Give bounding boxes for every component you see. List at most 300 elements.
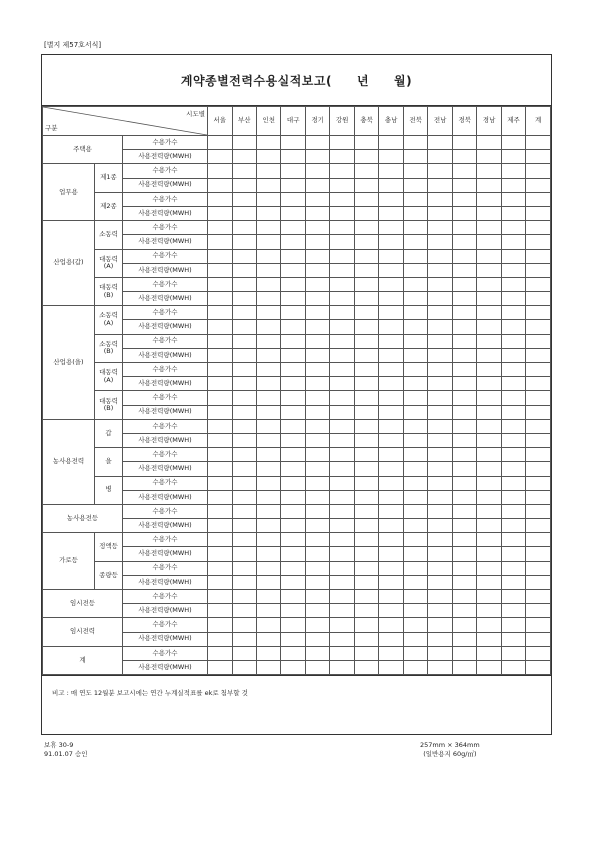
data-cell[interactable] — [477, 150, 501, 164]
data-cell[interactable] — [428, 533, 452, 547]
data-cell[interactable] — [501, 277, 525, 291]
data-cell[interactable] — [256, 235, 280, 249]
data-cell[interactable] — [379, 533, 403, 547]
data-cell[interactable] — [208, 561, 232, 575]
data-cell[interactable] — [281, 604, 305, 618]
data-cell[interactable] — [477, 575, 501, 589]
data-cell[interactable] — [428, 377, 452, 391]
data-cell[interactable] — [305, 263, 329, 277]
data-cell[interactable] — [354, 448, 378, 462]
data-cell[interactable] — [477, 405, 501, 419]
data-cell[interactable] — [452, 334, 476, 348]
data-cell[interactable] — [354, 476, 378, 490]
data-cell[interactable] — [501, 575, 525, 589]
data-cell[interactable] — [526, 192, 551, 206]
data-cell[interactable] — [379, 178, 403, 192]
data-cell[interactable] — [256, 334, 280, 348]
data-cell[interactable] — [501, 433, 525, 447]
data-cell[interactable] — [379, 476, 403, 490]
data-cell[interactable] — [477, 590, 501, 604]
data-cell[interactable] — [452, 150, 476, 164]
data-cell[interactable] — [403, 533, 427, 547]
data-cell[interactable] — [379, 277, 403, 291]
data-cell[interactable] — [232, 192, 256, 206]
data-cell[interactable] — [452, 377, 476, 391]
data-cell[interactable] — [526, 448, 551, 462]
data-cell[interactable] — [379, 192, 403, 206]
data-cell[interactable] — [452, 561, 476, 575]
data-cell[interactable] — [330, 476, 354, 490]
data-cell[interactable] — [501, 660, 525, 674]
data-cell[interactable] — [305, 590, 329, 604]
data-cell[interactable] — [232, 363, 256, 377]
data-cell[interactable] — [330, 391, 354, 405]
data-cell[interactable] — [354, 646, 378, 660]
data-cell[interactable] — [354, 391, 378, 405]
data-cell[interactable] — [354, 547, 378, 561]
data-cell[interactable] — [330, 320, 354, 334]
data-cell[interactable] — [452, 433, 476, 447]
data-cell[interactable] — [379, 206, 403, 220]
data-cell[interactable] — [526, 263, 551, 277]
data-cell[interactable] — [232, 476, 256, 490]
data-cell[interactable] — [526, 660, 551, 674]
data-cell[interactable] — [428, 561, 452, 575]
data-cell[interactable] — [403, 263, 427, 277]
data-cell[interactable] — [526, 391, 551, 405]
data-cell[interactable] — [403, 490, 427, 504]
data-cell[interactable] — [379, 164, 403, 178]
data-cell[interactable] — [208, 363, 232, 377]
data-cell[interactable] — [281, 660, 305, 674]
data-cell[interactable] — [281, 334, 305, 348]
data-cell[interactable] — [501, 632, 525, 646]
data-cell[interactable] — [354, 561, 378, 575]
data-cell[interactable] — [208, 292, 232, 306]
data-cell[interactable] — [452, 547, 476, 561]
data-cell[interactable] — [354, 192, 378, 206]
data-cell[interactable] — [281, 249, 305, 263]
data-cell[interactable] — [379, 433, 403, 447]
data-cell[interactable] — [330, 348, 354, 362]
data-cell[interactable] — [403, 334, 427, 348]
data-cell[interactable] — [281, 448, 305, 462]
data-cell[interactable] — [305, 306, 329, 320]
data-cell[interactable] — [477, 263, 501, 277]
data-cell[interactable] — [305, 476, 329, 490]
data-cell[interactable] — [403, 136, 427, 150]
data-cell[interactable] — [501, 221, 525, 235]
data-cell[interactable] — [379, 221, 403, 235]
data-cell[interactable] — [281, 178, 305, 192]
data-cell[interactable] — [256, 632, 280, 646]
data-cell[interactable] — [354, 206, 378, 220]
data-cell[interactable] — [526, 348, 551, 362]
data-cell[interactable] — [501, 448, 525, 462]
data-cell[interactable] — [428, 221, 452, 235]
data-cell[interactable] — [477, 632, 501, 646]
data-cell[interactable] — [232, 547, 256, 561]
data-cell[interactable] — [452, 235, 476, 249]
data-cell[interactable] — [428, 405, 452, 419]
data-cell[interactable] — [501, 206, 525, 220]
data-cell[interactable] — [428, 547, 452, 561]
data-cell[interactable] — [501, 618, 525, 632]
data-cell[interactable] — [354, 504, 378, 518]
data-cell[interactable] — [526, 433, 551, 447]
data-cell[interactable] — [452, 277, 476, 291]
data-cell[interactable] — [428, 504, 452, 518]
data-cell[interactable] — [208, 192, 232, 206]
data-cell[interactable] — [305, 292, 329, 306]
data-cell[interactable] — [208, 632, 232, 646]
data-cell[interactable] — [403, 462, 427, 476]
data-cell[interactable] — [428, 164, 452, 178]
data-cell[interactable] — [281, 377, 305, 391]
data-cell[interactable] — [330, 277, 354, 291]
data-cell[interactable] — [354, 604, 378, 618]
data-cell[interactable] — [403, 519, 427, 533]
data-cell[interactable] — [208, 391, 232, 405]
data-cell[interactable] — [379, 660, 403, 674]
data-cell[interactable] — [354, 419, 378, 433]
data-cell[interactable] — [305, 249, 329, 263]
data-cell[interactable] — [428, 235, 452, 249]
data-cell[interactable] — [428, 263, 452, 277]
data-cell[interactable] — [428, 249, 452, 263]
data-cell[interactable] — [403, 476, 427, 490]
data-cell[interactable] — [526, 405, 551, 419]
data-cell[interactable] — [305, 660, 329, 674]
data-cell[interactable] — [477, 604, 501, 618]
data-cell[interactable] — [256, 519, 280, 533]
data-cell[interactable] — [330, 547, 354, 561]
data-cell[interactable] — [403, 164, 427, 178]
data-cell[interactable] — [330, 292, 354, 306]
data-cell[interactable] — [354, 533, 378, 547]
data-cell[interactable] — [477, 320, 501, 334]
data-cell[interactable] — [256, 490, 280, 504]
data-cell[interactable] — [305, 178, 329, 192]
data-cell[interactable] — [208, 348, 232, 362]
data-cell[interactable] — [330, 519, 354, 533]
data-cell[interactable] — [428, 277, 452, 291]
data-cell[interactable] — [477, 504, 501, 518]
data-cell[interactable] — [354, 519, 378, 533]
data-cell[interactable] — [232, 178, 256, 192]
data-cell[interactable] — [330, 192, 354, 206]
data-cell[interactable] — [452, 462, 476, 476]
data-cell[interactable] — [501, 519, 525, 533]
data-cell[interactable] — [256, 263, 280, 277]
data-cell[interactable] — [526, 533, 551, 547]
data-cell[interactable] — [305, 192, 329, 206]
data-cell[interactable] — [501, 490, 525, 504]
data-cell[interactable] — [379, 462, 403, 476]
data-cell[interactable] — [232, 348, 256, 362]
data-cell[interactable] — [256, 419, 280, 433]
data-cell[interactable] — [256, 547, 280, 561]
data-cell[interactable] — [452, 490, 476, 504]
data-cell[interactable] — [232, 136, 256, 150]
data-cell[interactable] — [526, 590, 551, 604]
data-cell[interactable] — [379, 363, 403, 377]
data-cell[interactable] — [403, 249, 427, 263]
data-cell[interactable] — [330, 235, 354, 249]
data-cell[interactable] — [379, 504, 403, 518]
data-cell[interactable] — [452, 604, 476, 618]
data-cell[interactable] — [281, 533, 305, 547]
data-cell[interactable] — [208, 476, 232, 490]
data-cell[interactable] — [305, 490, 329, 504]
data-cell[interactable] — [208, 320, 232, 334]
data-cell[interactable] — [428, 334, 452, 348]
data-cell[interactable] — [256, 504, 280, 518]
data-cell[interactable] — [452, 221, 476, 235]
data-cell[interactable] — [256, 476, 280, 490]
data-cell[interactable] — [526, 519, 551, 533]
data-cell[interactable] — [208, 533, 232, 547]
data-cell[interactable] — [477, 206, 501, 220]
data-cell[interactable] — [305, 334, 329, 348]
data-cell[interactable] — [452, 590, 476, 604]
data-cell[interactable] — [477, 646, 501, 660]
data-cell[interactable] — [428, 150, 452, 164]
data-cell[interactable] — [403, 561, 427, 575]
data-cell[interactable] — [477, 292, 501, 306]
data-cell[interactable] — [256, 646, 280, 660]
data-cell[interactable] — [330, 150, 354, 164]
data-cell[interactable] — [526, 363, 551, 377]
data-cell[interactable] — [208, 660, 232, 674]
data-cell[interactable] — [428, 462, 452, 476]
data-cell[interactable] — [305, 391, 329, 405]
data-cell[interactable] — [354, 490, 378, 504]
data-cell[interactable] — [379, 263, 403, 277]
data-cell[interactable] — [526, 235, 551, 249]
data-cell[interactable] — [208, 150, 232, 164]
data-cell[interactable] — [354, 249, 378, 263]
data-cell[interactable] — [379, 646, 403, 660]
data-cell[interactable] — [256, 618, 280, 632]
data-cell[interactable] — [232, 221, 256, 235]
data-cell[interactable] — [281, 561, 305, 575]
data-cell[interactable] — [330, 646, 354, 660]
data-cell[interactable] — [281, 136, 305, 150]
data-cell[interactable] — [403, 206, 427, 220]
data-cell[interactable] — [379, 561, 403, 575]
data-cell[interactable] — [379, 604, 403, 618]
data-cell[interactable] — [526, 504, 551, 518]
data-cell[interactable] — [232, 575, 256, 589]
data-cell[interactable] — [330, 618, 354, 632]
data-cell[interactable] — [305, 164, 329, 178]
data-cell[interactable] — [208, 136, 232, 150]
data-cell[interactable] — [428, 448, 452, 462]
data-cell[interactable] — [379, 590, 403, 604]
data-cell[interactable] — [208, 334, 232, 348]
data-cell[interactable] — [232, 490, 256, 504]
data-cell[interactable] — [232, 292, 256, 306]
data-cell[interactable] — [501, 348, 525, 362]
data-cell[interactable] — [330, 533, 354, 547]
data-cell[interactable] — [477, 660, 501, 674]
data-cell[interactable] — [281, 277, 305, 291]
data-cell[interactable] — [330, 462, 354, 476]
data-cell[interactable] — [281, 235, 305, 249]
data-cell[interactable] — [330, 178, 354, 192]
data-cell[interactable] — [281, 192, 305, 206]
data-cell[interactable] — [428, 136, 452, 150]
data-cell[interactable] — [452, 136, 476, 150]
data-cell[interactable] — [330, 490, 354, 504]
data-cell[interactable] — [281, 348, 305, 362]
data-cell[interactable] — [281, 632, 305, 646]
data-cell[interactable] — [208, 221, 232, 235]
data-cell[interactable] — [379, 292, 403, 306]
data-cell[interactable] — [256, 221, 280, 235]
data-cell[interactable] — [379, 618, 403, 632]
data-cell[interactable] — [452, 391, 476, 405]
data-cell[interactable] — [526, 221, 551, 235]
data-cell[interactable] — [232, 533, 256, 547]
data-cell[interactable] — [452, 660, 476, 674]
data-cell[interactable] — [208, 235, 232, 249]
data-cell[interactable] — [379, 519, 403, 533]
data-cell[interactable] — [501, 320, 525, 334]
data-cell[interactable] — [354, 263, 378, 277]
data-cell[interactable] — [379, 575, 403, 589]
data-cell[interactable] — [477, 348, 501, 362]
data-cell[interactable] — [379, 405, 403, 419]
data-cell[interactable] — [208, 277, 232, 291]
data-cell[interactable] — [501, 136, 525, 150]
data-cell[interactable] — [477, 547, 501, 561]
data-cell[interactable] — [330, 448, 354, 462]
data-cell[interactable] — [305, 561, 329, 575]
data-cell[interactable] — [281, 433, 305, 447]
data-cell[interactable] — [330, 249, 354, 263]
data-cell[interactable] — [354, 277, 378, 291]
data-cell[interactable] — [305, 533, 329, 547]
data-cell[interactable] — [305, 604, 329, 618]
data-cell[interactable] — [403, 419, 427, 433]
data-cell[interactable] — [232, 561, 256, 575]
data-cell[interactable] — [428, 476, 452, 490]
data-cell[interactable] — [232, 604, 256, 618]
data-cell[interactable] — [477, 178, 501, 192]
data-cell[interactable] — [281, 363, 305, 377]
data-cell[interactable] — [256, 192, 280, 206]
data-cell[interactable] — [232, 306, 256, 320]
data-cell[interactable] — [256, 348, 280, 362]
data-cell[interactable] — [403, 192, 427, 206]
data-cell[interactable] — [281, 206, 305, 220]
data-cell[interactable] — [501, 192, 525, 206]
data-cell[interactable] — [501, 476, 525, 490]
data-cell[interactable] — [428, 490, 452, 504]
data-cell[interactable] — [232, 263, 256, 277]
data-cell[interactable] — [256, 164, 280, 178]
data-cell[interactable] — [403, 292, 427, 306]
data-cell[interactable] — [526, 249, 551, 263]
data-cell[interactable] — [256, 277, 280, 291]
data-cell[interactable] — [403, 320, 427, 334]
data-cell[interactable] — [403, 405, 427, 419]
data-cell[interactable] — [403, 221, 427, 235]
data-cell[interactable] — [281, 547, 305, 561]
data-cell[interactable] — [477, 533, 501, 547]
data-cell[interactable] — [330, 561, 354, 575]
data-cell[interactable] — [330, 363, 354, 377]
data-cell[interactable] — [232, 646, 256, 660]
data-cell[interactable] — [477, 476, 501, 490]
data-cell[interactable] — [452, 164, 476, 178]
data-cell[interactable] — [232, 462, 256, 476]
data-cell[interactable] — [403, 618, 427, 632]
data-cell[interactable] — [501, 363, 525, 377]
data-cell[interactable] — [330, 164, 354, 178]
data-cell[interactable] — [208, 419, 232, 433]
data-cell[interactable] — [281, 164, 305, 178]
data-cell[interactable] — [526, 292, 551, 306]
data-cell[interactable] — [305, 320, 329, 334]
data-cell[interactable] — [403, 306, 427, 320]
data-cell[interactable] — [526, 320, 551, 334]
data-cell[interactable] — [526, 646, 551, 660]
data-cell[interactable] — [330, 590, 354, 604]
data-cell[interactable] — [501, 504, 525, 518]
data-cell[interactable] — [501, 292, 525, 306]
data-cell[interactable] — [452, 320, 476, 334]
data-cell[interactable] — [452, 476, 476, 490]
data-cell[interactable] — [281, 419, 305, 433]
data-cell[interactable] — [452, 249, 476, 263]
data-cell[interactable] — [256, 462, 280, 476]
data-cell[interactable] — [330, 575, 354, 589]
data-cell[interactable] — [403, 590, 427, 604]
data-cell[interactable] — [403, 277, 427, 291]
data-cell[interactable] — [305, 646, 329, 660]
data-cell[interactable] — [526, 150, 551, 164]
data-cell[interactable] — [379, 348, 403, 362]
data-cell[interactable] — [256, 206, 280, 220]
data-cell[interactable] — [452, 448, 476, 462]
data-cell[interactable] — [452, 632, 476, 646]
data-cell[interactable] — [403, 150, 427, 164]
data-cell[interactable] — [208, 405, 232, 419]
data-cell[interactable] — [526, 306, 551, 320]
data-cell[interactable] — [501, 419, 525, 433]
data-cell[interactable] — [208, 504, 232, 518]
data-cell[interactable] — [208, 547, 232, 561]
data-cell[interactable] — [526, 604, 551, 618]
data-cell[interactable] — [526, 178, 551, 192]
data-cell[interactable] — [305, 235, 329, 249]
data-cell[interactable] — [208, 462, 232, 476]
data-cell[interactable] — [403, 504, 427, 518]
data-cell[interactable] — [281, 519, 305, 533]
data-cell[interactable] — [232, 419, 256, 433]
data-cell[interactable] — [477, 618, 501, 632]
data-cell[interactable] — [281, 618, 305, 632]
data-cell[interactable] — [452, 419, 476, 433]
data-cell[interactable] — [232, 660, 256, 674]
data-cell[interactable] — [208, 263, 232, 277]
data-cell[interactable] — [452, 575, 476, 589]
data-cell[interactable] — [232, 249, 256, 263]
data-cell[interactable] — [281, 150, 305, 164]
